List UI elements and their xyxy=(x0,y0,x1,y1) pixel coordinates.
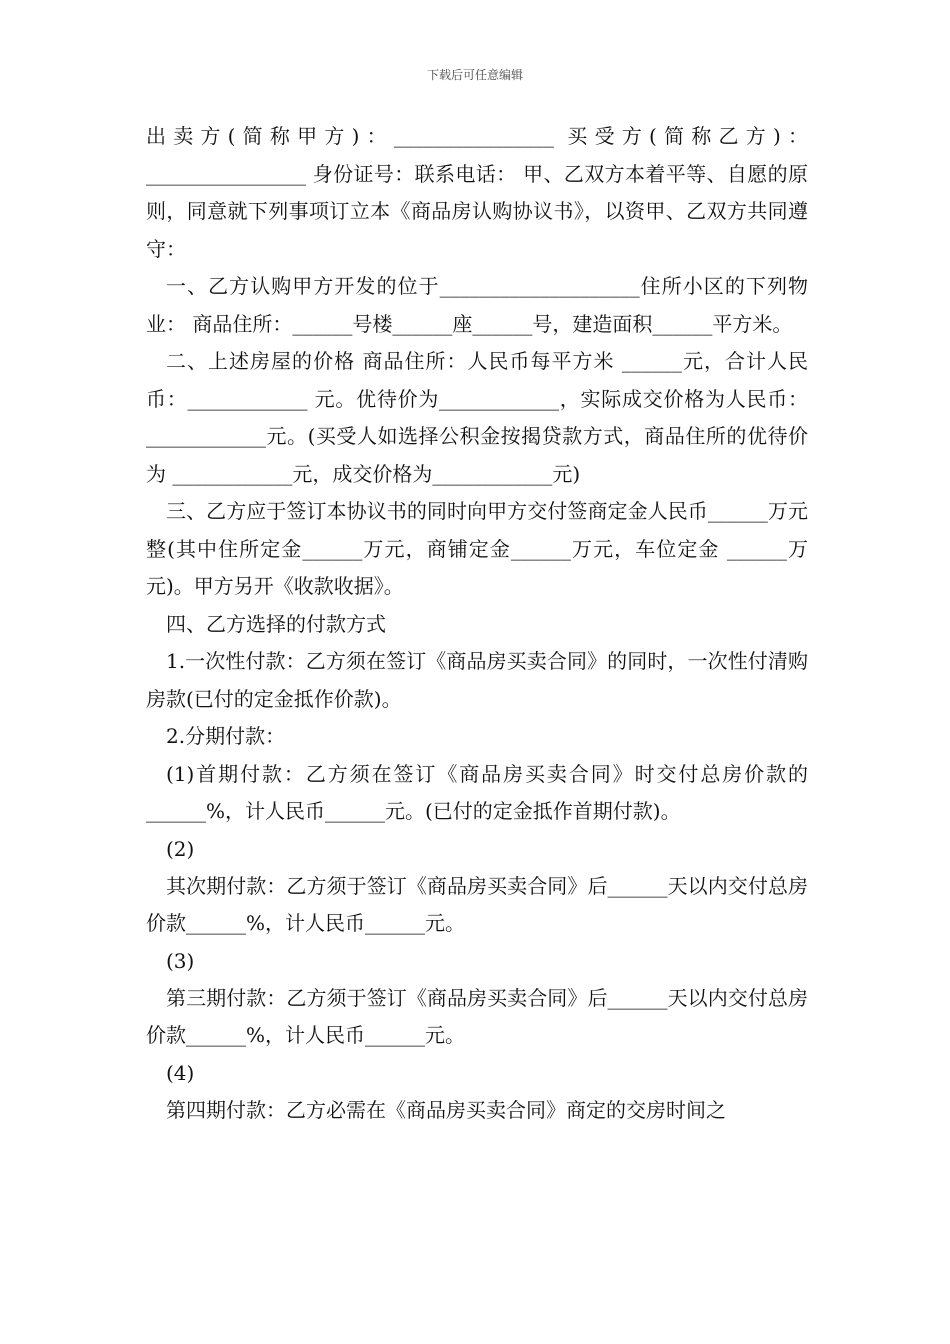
paragraph-first-installment: (1)首期付款：乙方须在签订《商品房买卖合同》时交付总房价款的______%，计人民币______元。(已付的定金抵作首期付款)。 xyxy=(146,761,808,823)
document-body xyxy=(146,118,808,1129)
paragraph-second-installment: 其次期付款：乙方须于签订《商品房买卖合同》后______天以内交付总房价款______%，计人民币______元。 xyxy=(146,873,808,935)
paragraph-third-installment: 第三期付款：乙方须于签订《商品房买卖合同》后______天以内交付总房价款______%，计人民币______元。 xyxy=(146,985,808,1047)
paragraph-article-1: 一、乙方认购甲方开发的位于____________________住所小区的下列物业： 商品住所：______号楼______座______号，建造面积______平方米。 xyxy=(146,274,808,336)
paragraph-parties: 出卖方(简称甲方)：________________ 买受方(简称乙方)：________________ 身份证号：联系电话： 甲、乙双方本着平等、自愿的原则，同意就下列事项订立本《商品房认购协议书》，以资甲、乙双方共同遵守： xyxy=(146,124,808,261)
paragraph-article-2: 二、上述房屋的价格 商品住所：人民币每平方米 ______元，合计人民币：____________ 元。优待价为____________，实际成交价格为人民币：____________元。(买受人如选择公积金按揭贷款方式，商品住所的优待价为 ____________元，成交价格为____________元) xyxy=(146,349,808,486)
paragraph-fourth-installment: 第四期付款：乙方必需在《商品房买卖合同》商定的交房时间之 xyxy=(166,1097,726,1122)
paragraph-label-2: (2) xyxy=(166,836,195,861)
paragraph-article-4: 四、乙方选择的付款方式 xyxy=(166,611,386,636)
page-header: 下载后可任意编辑 xyxy=(426,68,523,82)
paragraph-lump-sum: 1.一次性付款：乙方须在签订《商品房买卖合同》的同时，一次性付清购房款(已付的定金抵作价款)。 xyxy=(146,649,808,711)
paragraph-article-3: 三、乙方应于签订本协议书的同时向甲方交付签商定金人民币______万元整(其中住所定金______万元，商铺定金______万元，车位定金 ______万元)。甲方另开《收款收据》。 xyxy=(146,499,808,598)
paragraph-label-4: (4) xyxy=(166,1060,195,1085)
paragraph-label-3: (3) xyxy=(166,948,195,973)
paragraph-installments: 2.分期付款： xyxy=(166,724,286,748)
